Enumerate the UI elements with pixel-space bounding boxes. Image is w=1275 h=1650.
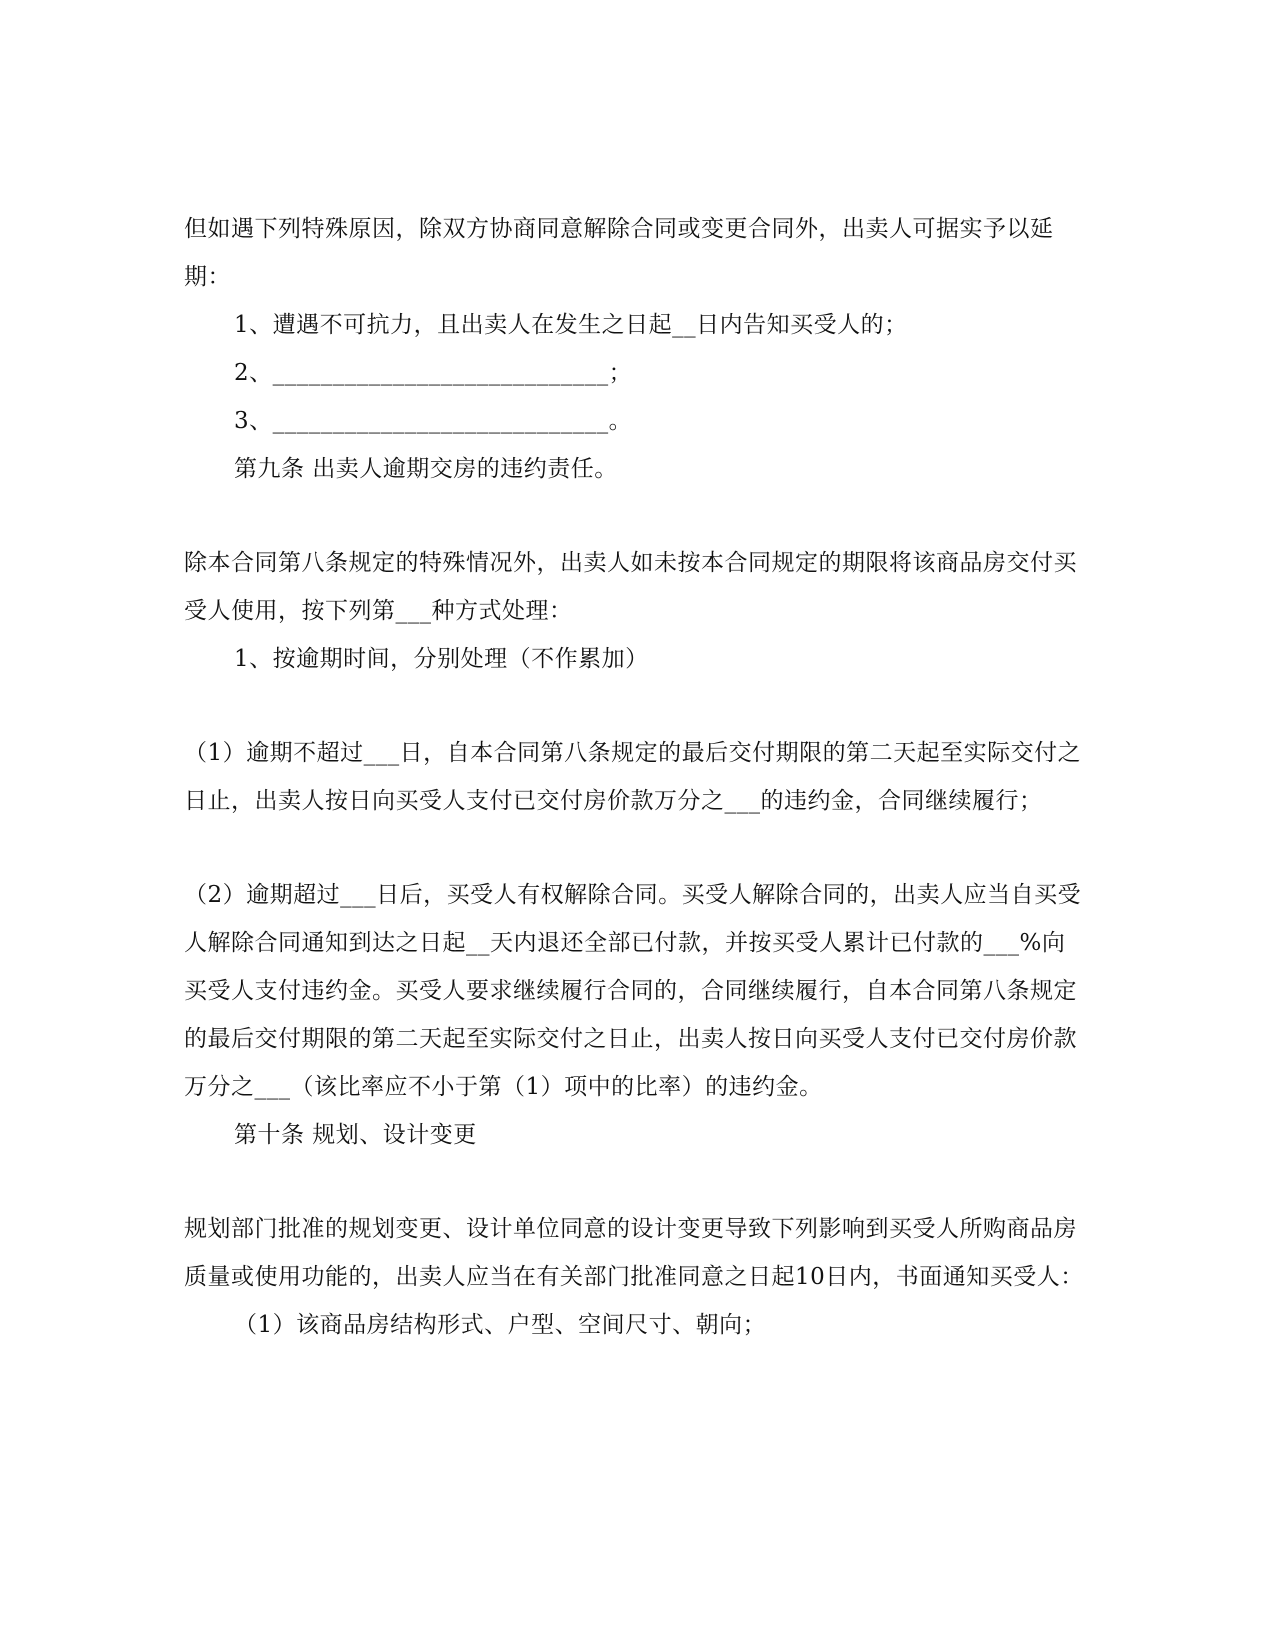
paragraph-overdue-beyond: （2）逾期超过___日后，买受人有权解除合同。买受人解除合同的，出卖人应当自买受人解除合同通知到达之日起__天内退还全部已付款，并按买受人累计已付款的___%向买受人支付违约金。买受人要求继续履行合同的，合同继续履行，自本合同第八条规定的最后交付期限的第二天起至实际交付之日止，出卖人按日向买受人支付已交付房价款万分之___（该比率应不小于第（1）项中的比率）的违约金。 [184, 882, 1082, 1100]
paragraph-planning-change: 规划部门批准的规划变更、设计单位同意的设计变更导致下列影响到买受人所购商品房质量或使用功能的，出卖人应当在有关部门批准同意之日起10日内，书面通知买受人： [184, 1216, 1084, 1290]
list-item-blank-3: 3、____________________________。 [234, 408, 633, 434]
paragraph-late-delivery: 除本合同第八条规定的特殊情况外，出卖人如未按本合同规定的期限将该商品房交付买受人使用，按下列第___种方式处理： [184, 550, 1077, 624]
spacer [184, 683, 1084, 729]
list-item-blank-2: 2、____________________________； [234, 360, 633, 386]
spacer [184, 825, 1084, 871]
list-item-by-overdue-time: 1、按逾期时间，分别处理（不作累加） [234, 646, 649, 672]
spacer [184, 493, 1084, 539]
article-9-heading: 第九条 出卖人逾期交房的违约责任。 [234, 456, 618, 482]
list-item-structure: （1）该商品房结构形式、户型、空间尺寸、朝向； [234, 1312, 767, 1338]
list-item-force-majeure: 1、遭遇不可抗力，且出卖人在发生之日起__日内告知买受人的； [234, 312, 908, 338]
paragraph-delay-reasons: 但如遇下列特殊原因，除双方协商同意解除合同或变更合同外，出卖人可据实予以延期： [184, 216, 1054, 290]
article-10-heading: 第十条 规划、设计变更 [234, 1122, 477, 1148]
spacer [184, 1159, 1084, 1205]
paragraph-overdue-within: （1）逾期不超过___日，自本合同第八条规定的最后交付期限的第二天起至实际交付之日止，出卖人按日向买受人支付已交付房价款万分之___的违约金，合同继续履行； [184, 740, 1082, 814]
document-body [184, 205, 1084, 1349]
